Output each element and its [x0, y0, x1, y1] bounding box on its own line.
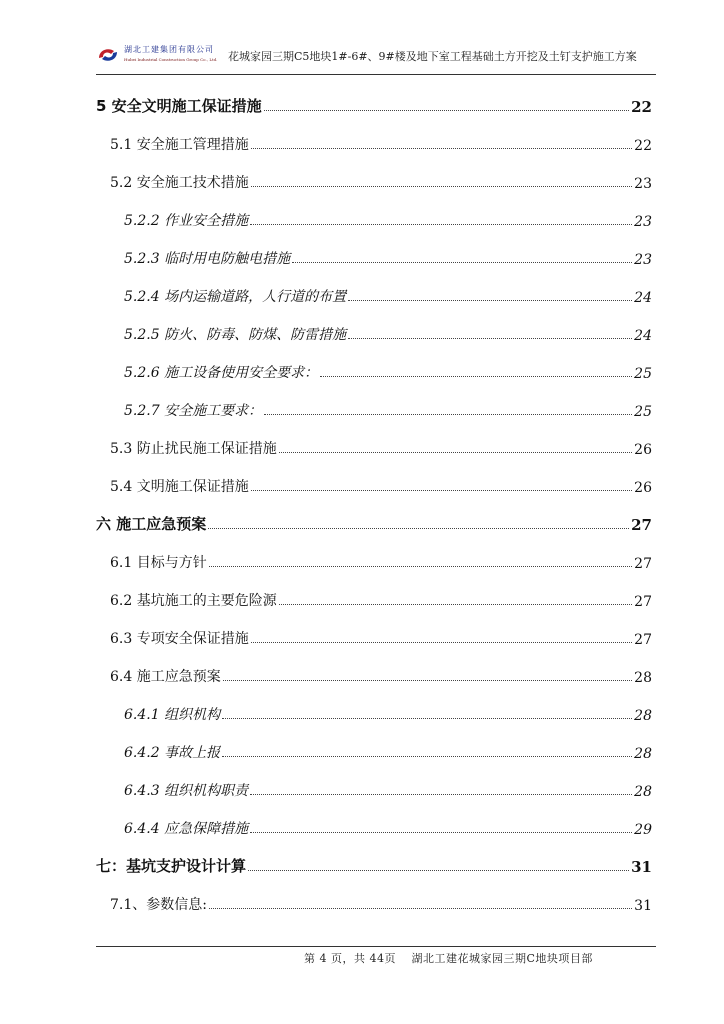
toc-entry-label: 5.3 防止扰民施工保证措施 [110, 441, 277, 457]
toc-entry-label: 6.4.4 应急保障措施 [124, 821, 249, 837]
toc-entry-page: 22 [631, 98, 652, 116]
logo-english-name: Hubei Industrial Construction Group Co., Ltd. [124, 57, 218, 62]
toc-entry[interactable] [96, 696, 652, 724]
toc-leader-dots [348, 300, 632, 301]
toc-entry-label: 5 安全文明施工保证措施 [96, 97, 262, 115]
toc-entry[interactable] [96, 772, 652, 800]
toc-entry-page: 29 [634, 822, 652, 838]
toc-entry[interactable] [96, 278, 652, 306]
toc-leader-dots [222, 756, 632, 757]
company-logo [96, 40, 226, 72]
page-footer [96, 946, 656, 965]
toc-entry-label: 6.4.3 组织机构职责 [124, 783, 249, 799]
toc-entry-label: 5.2.7 安全施工要求： [124, 403, 263, 419]
document-title: 花城家园三期C5地块1#-6#、9#楼及地下室工程基础土方开挖及土钉支护施工方案 [228, 50, 637, 63]
toc-entry-label: 5.2.3 临时用电防触电措施 [124, 251, 291, 267]
toc-entry-page: 27 [634, 594, 652, 610]
toc-leader-dots [251, 490, 632, 491]
toc-leader-dots [222, 718, 632, 719]
toc-leader-dots [223, 680, 632, 681]
toc-leader-dots [251, 148, 632, 149]
toc-entry-label: 5.4 文明施工保证措施 [110, 479, 249, 495]
toc-entry-page: 31 [631, 858, 652, 876]
toc-entry[interactable] [96, 164, 652, 192]
toc-entry-label: 5.2 安全施工技术措施 [110, 175, 249, 191]
toc-entry-page: 24 [634, 290, 652, 306]
logo-chinese-name: 湖北工建集团有限公司 [124, 45, 214, 54]
toc-entry-label: 5.1 安全施工管理措施 [110, 137, 249, 153]
toc-entry-label: 5.2.2 作业安全措施 [124, 213, 249, 229]
toc-entry[interactable] [96, 886, 652, 914]
toc-leader-dots [250, 832, 632, 833]
toc-entry[interactable] [96, 848, 652, 876]
toc-leader-dots [264, 110, 629, 111]
toc-entry[interactable] [96, 392, 652, 420]
toc-entry-page: 23 [634, 252, 652, 268]
toc-entry[interactable] [96, 88, 652, 116]
toc-leader-dots [209, 908, 632, 909]
toc-entry-page: 26 [634, 480, 652, 496]
toc-entry[interactable] [96, 544, 652, 572]
toc-leader-dots [264, 414, 632, 415]
toc-leader-dots [279, 604, 632, 605]
toc-entry-page: 22 [634, 138, 652, 154]
toc-entry-page: 23 [634, 176, 652, 192]
toc-entry[interactable] [96, 582, 652, 610]
toc-leader-dots [248, 870, 629, 871]
toc-entry-page: 27 [631, 516, 652, 534]
toc-entry-label: 6.1 目标与方针 [110, 555, 207, 571]
toc-entry-page: 31 [634, 898, 652, 914]
toc-entry-label: 6.2 基坑施工的主要危险源 [110, 593, 277, 609]
toc-entry-page: 27 [634, 556, 652, 572]
toc-entry[interactable] [96, 354, 652, 382]
toc-entry-page: 28 [634, 746, 652, 762]
toc-entry-label: 6.3 专项安全保证措施 [110, 631, 249, 647]
toc-leader-dots [348, 338, 632, 339]
toc-leader-dots [208, 528, 629, 529]
toc-leader-dots [250, 224, 632, 225]
toc-entry-label: 六 施工应急预案 [96, 515, 207, 533]
toc-entry-page: 25 [634, 366, 652, 382]
page-header [96, 40, 656, 75]
toc-entry[interactable] [96, 126, 652, 154]
toc-entry[interactable] [96, 620, 652, 648]
toc-entry-label: 5.2.6 施工设备使用安全要求： [124, 365, 319, 381]
toc-entry[interactable] [96, 240, 652, 268]
toc-leader-dots [320, 376, 632, 377]
toc-entry-page: 27 [634, 632, 652, 648]
toc-leader-dots [251, 186, 632, 187]
toc-leader-dots [250, 794, 632, 795]
toc-entry-page: 26 [634, 442, 652, 458]
toc-entry-label: 7.1、参数信息: [110, 897, 207, 913]
toc-leader-dots [292, 262, 632, 263]
footer-text: 第 4 页，共 44页 湖北工建花城家园三期C地块项目部 [304, 952, 593, 965]
toc-entry[interactable] [96, 202, 652, 230]
toc-entry-page: 28 [634, 708, 652, 724]
toc-entry[interactable] [96, 430, 652, 458]
company-logo-icon [96, 44, 120, 66]
toc-entry-page: 28 [634, 670, 652, 686]
toc-entry-page: 23 [634, 214, 652, 230]
toc-entry-label: 6.4 施工应急预案 [110, 669, 221, 685]
toc-entry-label: 5.2.5 防火、防毒、防煤、防雷措施 [124, 327, 347, 343]
toc-entry[interactable] [96, 734, 652, 762]
toc-entry-page: 28 [634, 784, 652, 800]
toc-leader-dots [279, 452, 632, 453]
toc-entry-label: 5.2.4 场内运输道路，人行道的布置 [124, 289, 347, 305]
toc-entry[interactable] [96, 810, 652, 838]
toc-entry-label: 6.4.1 组织机构 [124, 707, 221, 723]
toc-entry[interactable] [96, 506, 652, 534]
toc-entry-page: 25 [634, 404, 652, 420]
toc-entry-label: 6.4.2 事故上报 [124, 745, 221, 761]
toc-entry-label: 七：基坑支护设计计算 [96, 857, 247, 875]
toc-entry-page: 24 [634, 328, 652, 344]
toc-entry[interactable] [96, 658, 652, 686]
toc-entry[interactable] [96, 316, 652, 344]
toc-leader-dots [209, 566, 632, 567]
toc-leader-dots [251, 642, 632, 643]
toc-entry[interactable] [96, 468, 652, 496]
